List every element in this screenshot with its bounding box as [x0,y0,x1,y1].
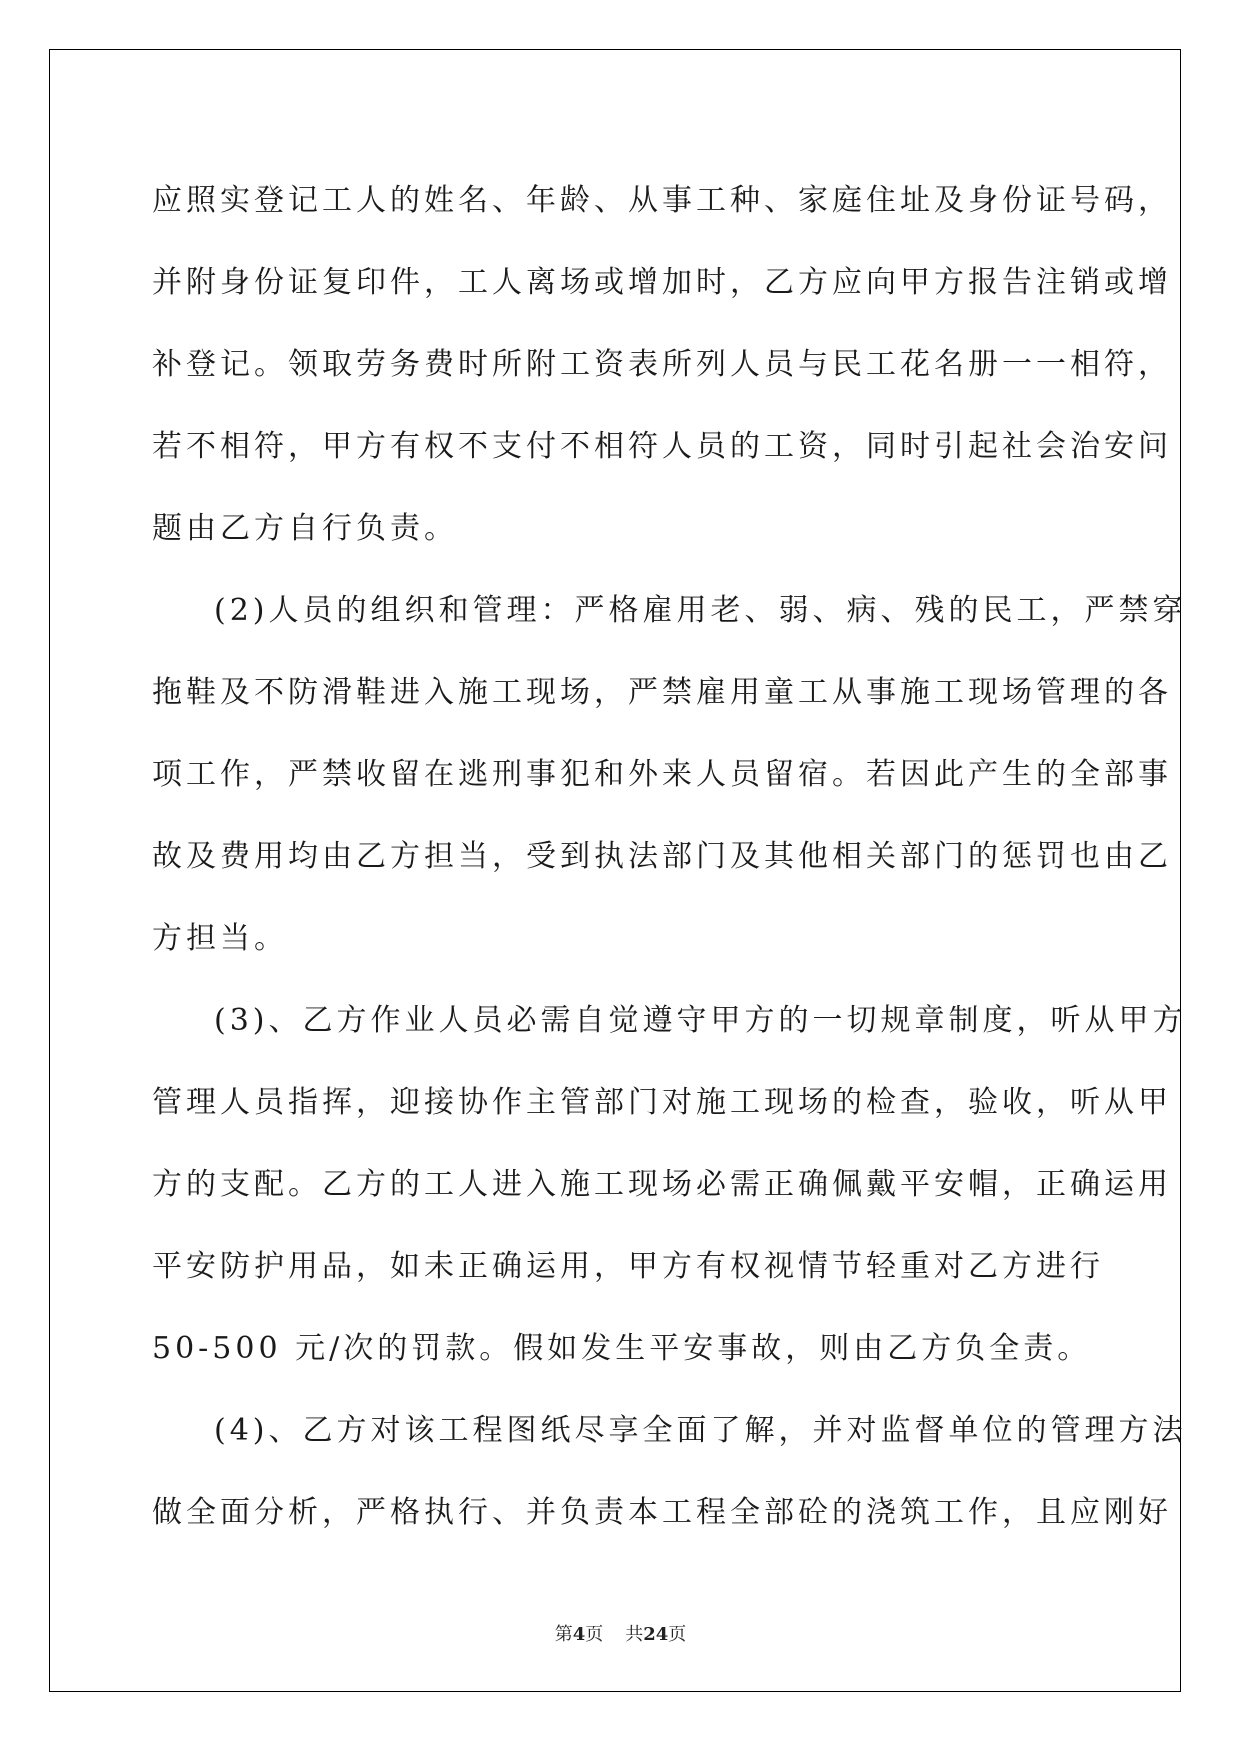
page-footer [0,1620,1241,1646]
paragraph-2-line-1: (2)人员的组织和管理：严格雇用老、弱、病、残的民工，严禁穿 [214,593,1187,628]
paragraph-1-line-1: 应照实登记工人的姓名、年龄、从事工种、家庭住址及身份证号码， [152,183,1172,218]
paragraph-1-line-2: 并附身份证复印件，工人离场或增加时，乙方应向甲方报告注销或增 [152,265,1172,300]
paragraph-4-line-1: (4)、乙方对该工程图纸尽享全面了解，并对监督单位的管理方法 [214,1413,1187,1448]
page-number-prefix: 第 [554,1624,573,1645]
paragraph-3-line-4: 平安防护用品，如未正确运用，甲方有权视情节轻重对乙方进行 [152,1249,1104,1284]
paragraph-2-line-3: 项工作，严禁收留在逃刑事犯和外来人员留宿。若因此产生的全部事 [152,757,1172,792]
paragraph-3-line-3: 方的支配。乙方的工人进入施工现场必需正确佩戴平安帽，正确运用 [152,1167,1172,1202]
document-body [152,160,1187,1554]
total-pages-prefix: 共 [625,1624,644,1645]
paragraph-1-line-5: 题由乙方自行负责。 [152,511,458,546]
total-pages-suffix: 页 [668,1624,687,1645]
paragraph-1-line-4: 若不相符，甲方有权不支付不相符人员的工资，同时引起社会治安问 [152,429,1172,464]
page-number-suffix: 页 [585,1624,604,1645]
paragraph-4-line-2: 做全面分析，严格执行、并负责本工程全部砼的浇筑工作，且应刚好 [152,1495,1172,1530]
paragraph-2-line-2: 拖鞋及不防滑鞋进入施工现场，严禁雇用童工从事施工现场管理的各 [152,675,1172,710]
paragraph-3-line-1: (3)、乙方作业人员必需自觉遵守甲方的一切规章制度，听从甲方 [214,1003,1187,1038]
page-number: 4 [572,1624,586,1645]
paragraph-2-line-4: 故及费用均由乙方担当，受到执法部门及其他相关部门的惩罚也由乙 [152,839,1172,874]
paragraph-2-line-5: 方担当。 [152,921,288,956]
paragraph-3-line-5: 50-500 元/次的罚款。假如发生平安事故，则由乙方负全责。 [152,1331,1092,1366]
paragraph-3-line-2: 管理人员指挥，迎接协作主管部门对施工现场的检查，验收，听从甲 [152,1085,1172,1120]
total-pages: 24 [643,1624,669,1645]
paragraph-1-line-3: 补登记。领取劳务费时所附工资表所列人员与民工花名册一一相符， [152,347,1172,382]
